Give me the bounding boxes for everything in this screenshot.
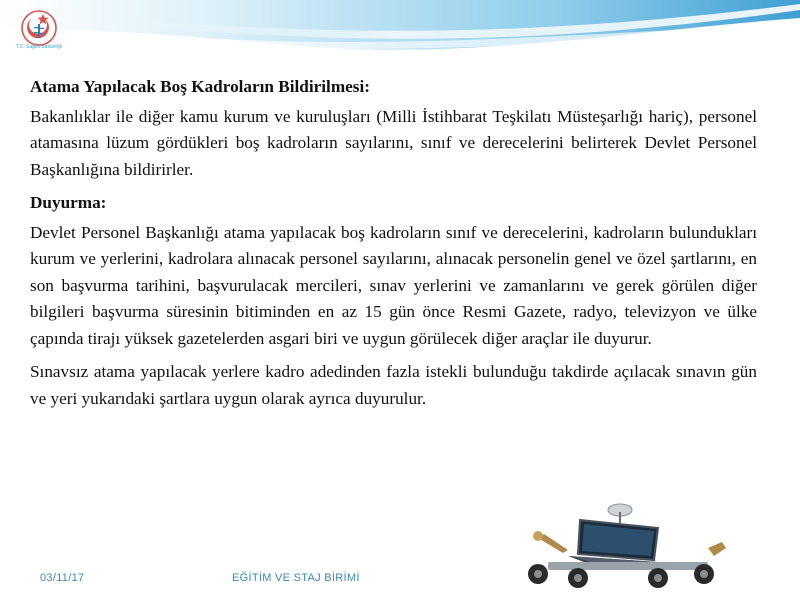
paragraph-no-exam-appointment: Sınavsız atama yapılacak yerlere kadro adedinden fazla istekli bulunduğu takdirde açılacak sınavın gün ve yeri yukarıdaki şartlara uygun olarak ayrıca duyurulur. (30, 362, 757, 408)
slide-content (30, 74, 757, 419)
ministry-logo-icon (6, 4, 72, 70)
header-wave-band (0, 0, 800, 80)
footer-date: 03/11/17 (40, 572, 85, 584)
heading-vacant-positions: Atama Yapılacak Boş Kadroların Bildirilmesi: (30, 77, 370, 96)
logo-caption: T.C. Sağlık Bakanlığı (15, 44, 63, 50)
paragraph-announcement: Devlet Personel Başkanlığı atama yapılacak boş kadroların sınıf ve derecelerini, kadroların bulundukları kurum ve yerlerini, kadrolara alınacak personel sayılarını, alınacak personelin genel ve özel şartlarını, en son başvurma tarihini, başvurulacak mercileri, sınav yerlerini ve zamanlarını ve gerek görülen diğer bilgileri başvurma süresinin bitiminden en az 15 gün önce Resmi Gazete, radyo, televizyon ve ülke çapında tirajı yüksek gazetelerden asgari biri ve uygun görülecek diğer araçlar ile duyurur. (30, 222, 757, 348)
heading-announcement: Duyurma: (30, 193, 107, 212)
paragraph-vacant-positions: Bakanlıklar ile diğer kamu kurum ve kuruluşları (Milli İstihbarat Teşkilatı Müsteşarlığı hariç), personel atamasına lüzum gördükleri boş kadroların sayılarını, sınıf ve derecelerini belirterek Devlet Personel Başkanlığına bildirirler. (30, 106, 757, 179)
footer-unit: EĞİTİM VE STAJ BİRİMİ (232, 572, 360, 584)
laptop-rover-image (508, 498, 732, 590)
